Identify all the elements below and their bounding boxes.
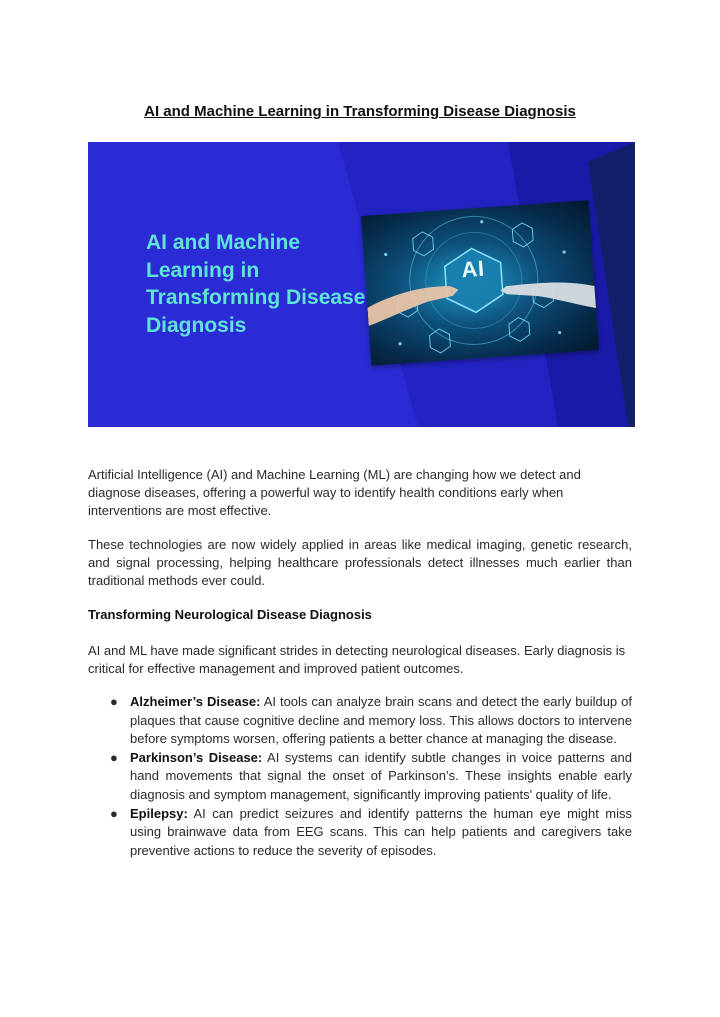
section-intro-paragraph: AI and ML have made significant strides in detecting neurological diseases. Early diagnosis is critical for effective management and improved patient outcomes. [88,643,626,677]
list-item-text: AI systems can identify subtle changes in voice patterns and hand movements that signal the onset of Parkinson’s. These insights enable early diagnosis and symptom management, significantly improving patients' quality of life. [130,749,632,802]
intro-paragraph: Artificial Intelligence (AI) and Machine Learning (ML) are changing how we detect and diagnose diseases, offering a powerful way to identify health conditions early when interventions are most effective. [88,467,581,519]
ai-label: AI [460,255,486,283]
bullet-icon: ● [110,749,118,765]
ai-network-graphic [361,200,599,366]
disease-list [88,693,632,860]
list-item-term: Parkinson’s Disease: [130,749,263,765]
applications-paragraph: These technologies are now widely applied in areas like medical imaging, genetic research, and signal processing, helping healthcare professionals detect illnesses much earlier than traditional methods ever could. [88,537,632,589]
list-item-text: AI can predict seizures and identify patterns the human eye might miss using brainwave data from EEG scans. This can help patients and caregivers take preventive actions to reduce the severity of episodes. [130,805,632,858]
bullet-icon: ● [110,694,118,709]
list-item [88,749,632,805]
ai-hand-illustration [361,200,599,366]
list-item [88,693,632,749]
bullet-icon: ● [110,805,118,821]
banner-image [88,142,635,427]
banner-heading: AI and Machine Learning in Transforming Disease Diagnosis [146,231,366,337]
section-heading: Transforming Neurological Disease Diagnosis [88,607,372,622]
list-item-text: AI tools can analyze brain scans and detect the early buildup of plaques that cause cognitive decline and memory loss. This allows doctors to intervene before symptoms worsen, offering patients a better chance at managing the disease. [130,694,632,747]
document-title: AI and Machine Learning in Transforming Disease Diagnosis [144,103,576,120]
list-item-term: Alzheimer’s Disease: [130,694,261,709]
list-item-term: Epilepsy: [130,805,188,821]
list-item [88,805,632,861]
